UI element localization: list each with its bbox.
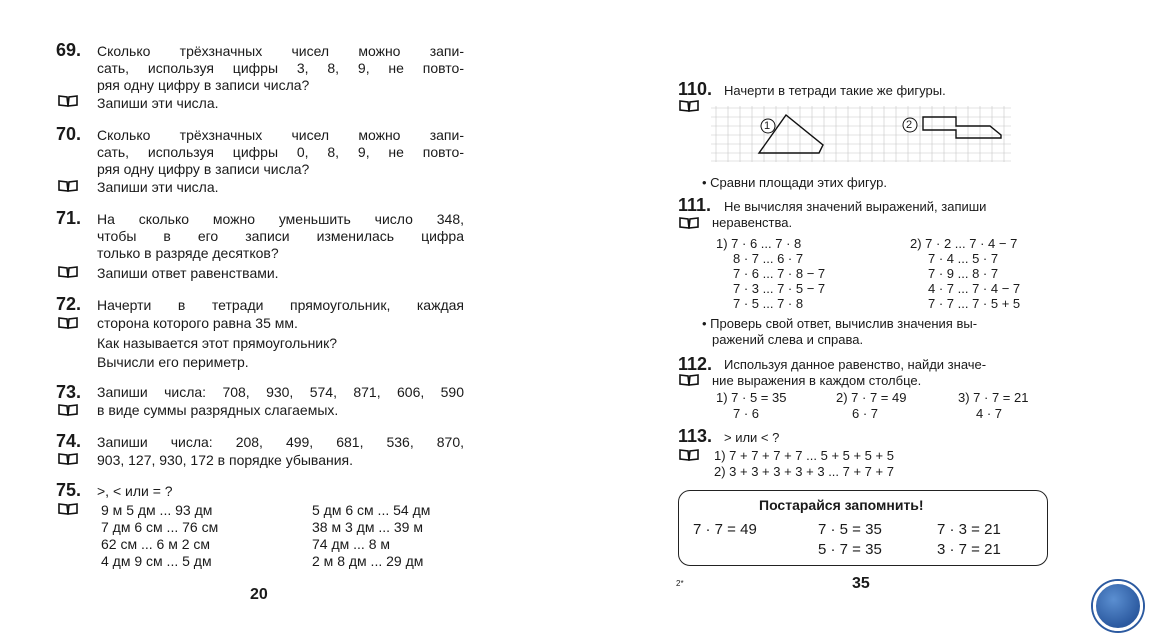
task-75-col2-row3: 74 дм ... 8 м bbox=[312, 536, 391, 552]
task-72-line2: сторона которого равна 35 мм. bbox=[97, 315, 298, 331]
corner-mark: 2* bbox=[676, 579, 684, 588]
task-111-bullet-line1: • Проверь свой ответ, вычислив значения вы- bbox=[702, 316, 978, 331]
task-112-line1: Используя данное равенство, найди значе- bbox=[724, 357, 987, 372]
task-111-col2-row2: 7 · 4 ... 5 · 7 bbox=[928, 251, 999, 266]
task-111-col2-row5: 7 · 7 ... 7 · 5 + 5 bbox=[928, 296, 1021, 311]
task-72-line1: Начерти в тетради прямоугольник, каждая bbox=[97, 297, 464, 313]
task-111-col2-row4: 4 · 7 ... 7 · 4 − 7 bbox=[928, 281, 1021, 296]
notebook-icon bbox=[58, 266, 78, 278]
task-70-line4: Запиши эти числа. bbox=[97, 179, 219, 195]
memo-eq2: 7 · 5 = 35 bbox=[818, 521, 882, 538]
task-111-col1-row2: 8 · 7 ... 6 · 7 bbox=[733, 251, 804, 266]
task-112-a2: 7 · 6 bbox=[733, 406, 760, 421]
task-111-number: 111. bbox=[678, 195, 712, 215]
task-112-line2: ние выражения в каждом столбце. bbox=[712, 373, 922, 388]
task-72-line4: Вычисли его периметр. bbox=[97, 354, 249, 370]
navigation-circle-button[interactable] bbox=[1093, 581, 1143, 631]
task-71-line2: чтобы в его записи изменилась цифра bbox=[97, 228, 464, 244]
task-74-line2: 903, 127, 930, 172 в порядке убывания. bbox=[97, 452, 354, 468]
task-75-col1-row3: 62 см ... 6 м 2 см bbox=[101, 536, 211, 552]
task-69-number: 69. bbox=[56, 40, 82, 60]
task-75-heading: >, < или = ? bbox=[97, 483, 173, 499]
task-73-line2: в виде суммы разрядных слагаемых. bbox=[97, 402, 339, 418]
task-112-c2: 4 · 7 bbox=[976, 406, 1003, 421]
task-112-c1: 3) 7 · 7 = 21 bbox=[958, 390, 1029, 405]
task-73-number: 73. bbox=[56, 382, 82, 402]
notebook-icon bbox=[58, 95, 78, 107]
task-111-col2-row1: 2) 7 · 2 ... 7 · 4 − 7 bbox=[910, 236, 1018, 251]
notebook-icon bbox=[58, 180, 78, 192]
task-70-line1: Сколько трёхзначных чисел можно запи- bbox=[97, 127, 464, 143]
task-75-col2-row1: 5 дм 6 см ... 54 дм bbox=[312, 502, 431, 518]
task-112-b1: 2) 7 · 7 = 49 bbox=[836, 390, 907, 405]
task-111-bullet-line2: ражений слева и справа. bbox=[712, 332, 864, 347]
task-75-col2-row2: 38 м 3 дм ... 39 м bbox=[312, 519, 423, 535]
grid-figures bbox=[711, 106, 1011, 162]
notebook-icon bbox=[58, 317, 78, 329]
task-71-number: 71. bbox=[56, 208, 82, 228]
task-71-line1: На сколько можно уменьшить число 348, bbox=[97, 211, 464, 227]
task-73-line1: Запиши числа: 708, 930, 574, 871, 606, 590 bbox=[97, 384, 464, 400]
memo-eq5: 3 · 7 = 21 bbox=[937, 541, 1001, 558]
task-72-number: 72. bbox=[56, 294, 82, 314]
task-112-a1: 1) 7 · 5 = 35 bbox=[716, 390, 787, 405]
task-112-number: 112. bbox=[678, 354, 713, 374]
task-111-col1-row3: 7 · 6 ... 7 · 8 − 7 bbox=[733, 266, 826, 281]
notebook-icon bbox=[679, 449, 699, 461]
page-number-right: 35 bbox=[852, 575, 870, 592]
notebook-icon bbox=[679, 100, 699, 112]
task-70-line3: ряя одну цифру в записи числа? bbox=[97, 161, 310, 177]
task-69-line3: ряя одну цифру в записи числа? bbox=[97, 77, 310, 93]
task-113-number: 113. bbox=[678, 426, 713, 446]
page-number-left: 20 bbox=[250, 586, 268, 603]
task-75-col1-row2: 7 дм 6 см ... 76 см bbox=[101, 519, 219, 535]
task-75-col1-row4: 4 дм 9 см ... 5 дм bbox=[101, 553, 212, 569]
figure-2-label: 2 bbox=[906, 119, 913, 131]
task-71-line3: только в разряде десятков? bbox=[97, 245, 279, 261]
left-page bbox=[0, 0, 578, 641]
task-75-number: 75. bbox=[56, 480, 82, 500]
task-74-number: 74. bbox=[56, 431, 82, 451]
task-112-b2: 6 · 7 bbox=[852, 406, 879, 421]
task-111-col1-row5: 7 · 5 ... 7 · 8 bbox=[733, 296, 804, 311]
task-111-line1: Не вычисляя значений выражений, запиши bbox=[724, 199, 987, 214]
notebook-icon bbox=[58, 404, 78, 416]
memo-title: Постарайся запомнить! bbox=[759, 497, 924, 513]
task-110-bullet: • Сравни площади этих фигур. bbox=[702, 175, 887, 190]
task-113-line2: 2) 3 + 3 + 3 + 3 + 3 ... 7 + 7 + 7 bbox=[714, 464, 894, 479]
task-113-line1: 1) 7 + 7 + 7 + 7 ... 5 + 5 + 5 + 5 bbox=[714, 448, 894, 463]
task-110-number: 110. bbox=[678, 79, 713, 99]
notebook-icon bbox=[679, 374, 699, 386]
task-69-line4: Запиши эти числа. bbox=[97, 95, 219, 111]
task-75-col2-row4: 2 м 8 дм ... 29 дм bbox=[312, 553, 424, 569]
task-71-line4: Запиши ответ равенствами. bbox=[97, 265, 279, 281]
task-70-number: 70. bbox=[56, 124, 82, 144]
task-75-col1-row1: 9 м 5 дм ... 93 дм bbox=[101, 502, 213, 518]
memo-eq1: 7 · 7 = 49 bbox=[693, 521, 757, 538]
task-110-line1: Начерти в тетради такие же фигуры. bbox=[724, 83, 946, 98]
task-111-line2: неравенства. bbox=[712, 215, 793, 230]
task-70-line2: сать, используя цифры 0, 8, 9, не повто- bbox=[97, 144, 464, 160]
task-72-line3: Как называется этот прямоугольник? bbox=[97, 335, 338, 351]
task-74-line1: Запиши числа: 208, 499, 681, 536, 870, bbox=[97, 434, 464, 450]
task-111-col1-row4: 7 · 3 ... 7 · 5 − 7 bbox=[733, 281, 826, 296]
notebook-icon bbox=[679, 217, 699, 229]
memo-eq4: 5 · 7 = 35 bbox=[818, 541, 882, 558]
task-69-line1: Сколько трёхзначных чисел можно запи- bbox=[97, 43, 464, 59]
notebook-icon bbox=[58, 453, 78, 465]
memo-eq3: 7 · 3 = 21 bbox=[937, 521, 1001, 538]
task-111-col1-row1: 1) 7 · 6 ... 7 · 8 bbox=[716, 236, 802, 251]
figure-1-label: 1 bbox=[764, 120, 771, 132]
task-113-heading: > или < ? bbox=[724, 430, 780, 445]
notebook-icon bbox=[58, 503, 78, 515]
task-69-line2: сать, используя цифры 3, 8, 9, не повто- bbox=[97, 60, 464, 76]
task-111-col2-row3: 7 · 9 ... 8 · 7 bbox=[928, 266, 999, 281]
